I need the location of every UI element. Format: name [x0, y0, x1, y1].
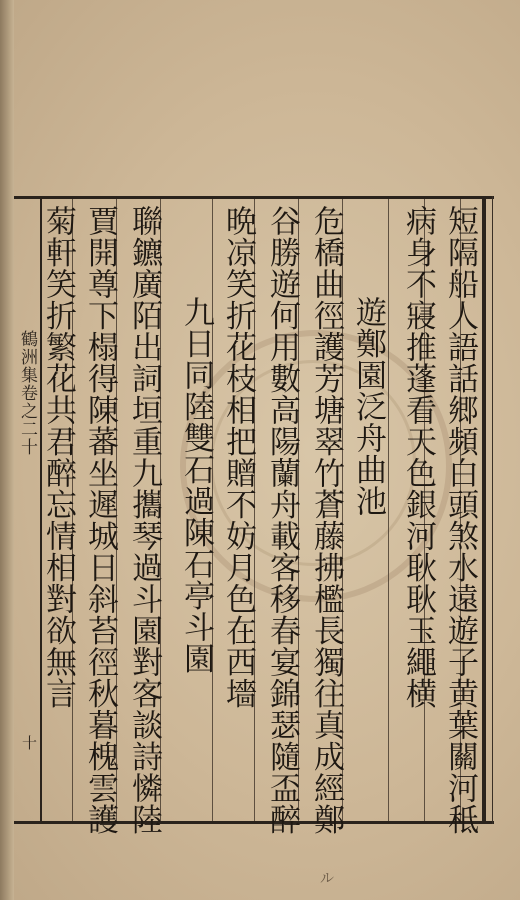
poem-title-2: 九日同陸雙石過陳石亭斗園	[178, 296, 214, 674]
text-column-8: 聯鑣廣陌出詞垣重九攜琴過斗園對客談詩憐陸	[126, 205, 162, 835]
text-column-2: 病身不寢推蓬看天色銀河耿耿玉繩横	[400, 205, 436, 709]
footer-mark: ル	[320, 871, 334, 887]
column-rule	[388, 199, 389, 821]
text-column-9: 賈開尊下榻得陳蕃坐遲城日斜苔徑秋暮槐雲護	[82, 205, 118, 835]
frame-right-border-thin	[492, 196, 493, 824]
frame-right-border	[482, 196, 486, 824]
poem-title-1: 遊鄭園泛舟曲池	[350, 296, 386, 517]
text-column-1: 短隔船人語話郷頻白頭煞水遠遊子黄葉關河秪	[442, 205, 478, 835]
text-column-4: 危橋曲徑護芳塘翠竹蒼藤拂檻長獨往真成經鄭	[308, 205, 344, 835]
margin-title: 鶴洲集卷之二十	[17, 330, 37, 456]
book-spine	[0, 0, 14, 900]
text-column-10: 菊軒笑折繁花共君醉忘情相對欲無言	[40, 205, 76, 709]
text-column-5: 谷勝遊何用數高陽蘭舟載客移春宴錦瑟隨盃醉	[264, 205, 300, 835]
text-column-6: 晩凉笑折花枝相把贈不妨月色在西墻	[220, 205, 256, 709]
margin-page-number: 十	[20, 735, 38, 750]
